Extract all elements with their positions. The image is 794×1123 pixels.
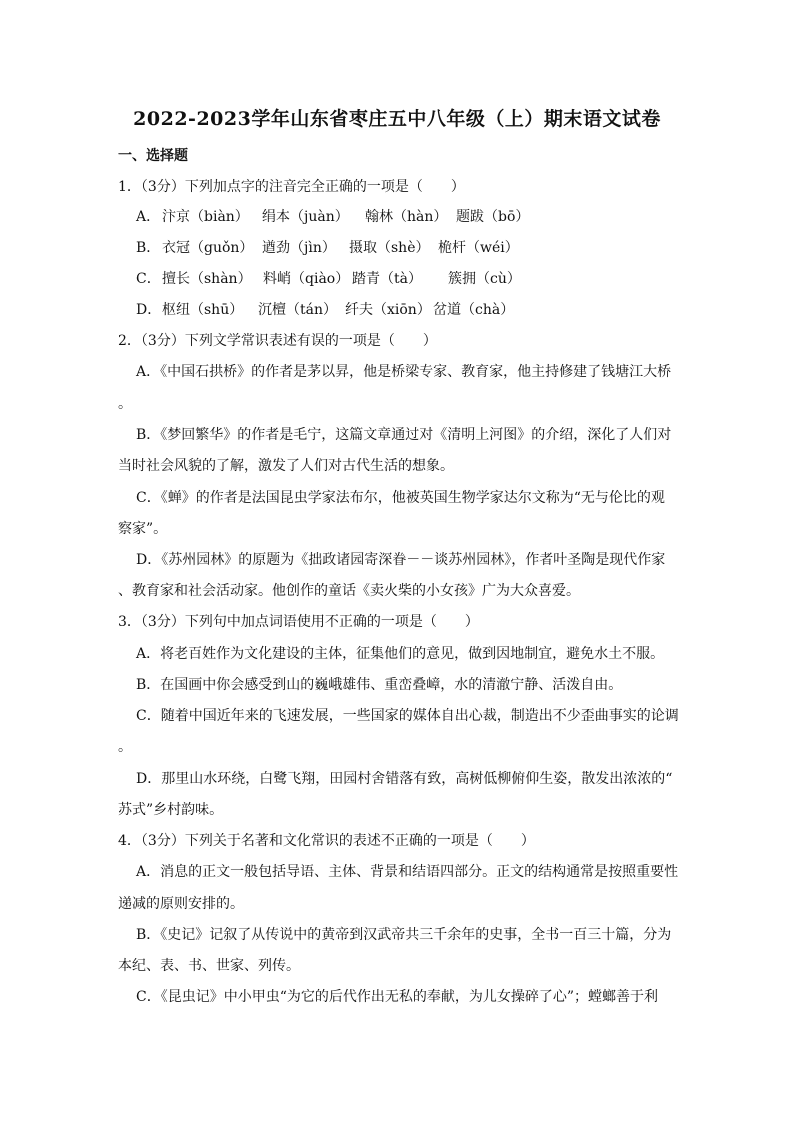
question-2-option-c: C．《蝉》的作者是法国昆虫学家法布尔，他被英国生物学家达尔文称为“无与伦比的观 [136,490,665,506]
option-item: 遒劲（jìn） [262,240,336,256]
question-2-option-a-cont: 。 [118,396,132,412]
question-4-option-a: A．消息的正文一般包括导语、主体、背景和结语四部分。正文的结构通常是按照重要性 [136,864,679,880]
question-2-option-c-cont: 察家”。 [118,521,168,537]
question-1-option-c [136,269,521,289]
option-item: 摄取（shè） [349,240,430,256]
option-label: C． [136,271,161,287]
option-label: B． [136,240,161,256]
option-item: 衣冠（guǒn） [162,240,254,256]
question-4-option-b-cont: 本纪、表、书、世家、列传。 [118,958,300,974]
question-1-option-d [136,300,514,320]
question-3-option-a: A．将老百姓作为文化建设的主体，征集他们的意见，做到因地制宜，避免水土不服。 [136,646,665,662]
option-item: 枢纽（shū） [162,302,244,318]
question-2-option-a: A．《中国石拱桥》的作者是茅以昇，他是桥梁专家、教育家，他主持修建了钱塘江大桥 [136,364,672,380]
section-heading: 一、选择题 [118,148,188,164]
option-item: 桅杆（wéi） [438,240,519,256]
question-2-option-b-cont: 当时社会风貌的了解，激发了人们对古代生活的想象。 [118,458,454,474]
option-item: 翰林（hàn） [365,209,448,225]
question-4-option-c: C．《昆虫记》中小甲虫“为它的后代作出无私的奉献，为儿女操碎了心”；螳螂善于利 [136,989,659,1005]
option-item: 沉檀（tán） [258,302,337,318]
option-item: 岔道（chà） [433,302,515,318]
question-4-stem: 4．（3分）下列关于名著和文化常识的表述不正确的一项是（ ） [118,833,535,849]
question-3-option-d-cont: 苏式”乡村韵味。 [118,802,224,818]
question-3-option-b: B．在国画中你会感受到山的巍峨雄伟、重峦叠嶂，水的清澈宁静、活泼自由。 [136,677,623,693]
question-1-option-b [136,238,519,258]
page-title: 2022-2023学年山东省枣庄五中八年级（上）期末语文试卷 [133,108,661,130]
question-2-option-b: B．《梦回繁华》的作者是毛宁，这篇文章通过对《清明上河图》的介绍，深化了人们对 [136,427,672,443]
option-item: 擅长（shàn） [162,271,252,287]
option-label: D． [136,302,162,318]
question-3-stem: 3．（3分）下列句中加点词语使用不正确的一项是（ ） [118,614,479,630]
option-item: 题跋（bō） [456,209,530,225]
question-2-option-d: D．《苏州园林》的原题为《拙政诸园寄深眷－－谈苏州园林》，作者叶圣陶是现代作家 [136,552,666,568]
option-item: 纤夫（xiōn） [345,302,431,318]
question-4-option-a-cont: 递减的原则安排的。 [118,896,244,912]
question-4-option-b: B．《史记》记叙了从传说中的黄帝到汉武帝共三千余年的史事，全书一百三十篇，分为 [136,927,672,943]
option-label: A． [136,209,161,225]
question-1-stem: 1．（3分）下列加点字的注音完全正确的一项是（ ） [118,179,465,195]
option-item: 料峭（qiào） [263,271,350,287]
option-item: 簇拥（cù） [448,271,521,287]
question-3-option-c-cont: 。 [118,739,132,755]
question-2-stem: 2．（3分）下列文学常识表述有误的一项是（ ） [118,333,437,349]
question-3-option-c: C．随着中国近年来的飞速发展，一些国家的媒体自出心裁，制造出不少歪曲事实的论调 [136,708,679,724]
option-item: 绢本（juàn） [262,209,349,225]
question-3-option-d: D．那里山水环绕，白鹭飞翔，田园村舍错落有致，高树低柳俯仰生姿，散发出浓浓的“ [136,771,673,787]
question-2-option-d-cont: 、教育家和社会活动家。他创作的童话《卖火柴的小女孩》广为大众喜爱。 [118,583,580,599]
option-item: 踏青（tà） [352,271,422,287]
question-1-option-a [136,207,529,227]
option-item: 汴京（biàn） [162,209,249,225]
